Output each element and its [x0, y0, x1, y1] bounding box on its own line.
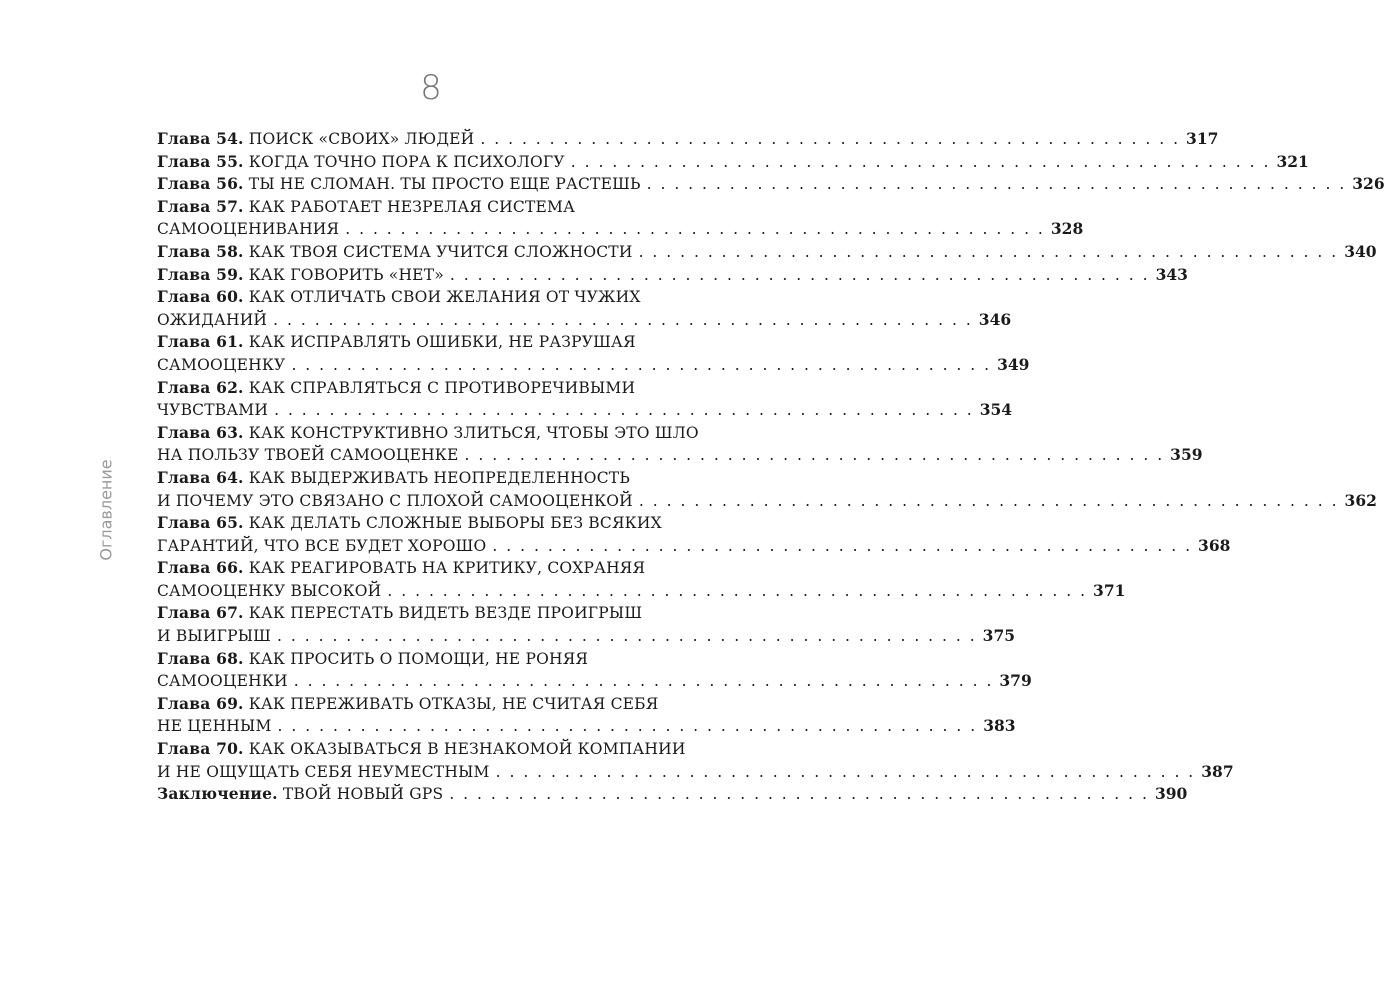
toc-chapter-label: Глава 63.	[157, 422, 244, 442]
toc-entry-line	[157, 557, 705, 580]
toc-entry-title	[157, 580, 381, 603]
toc-dot-leader: . . . . . . . . . . . . . . . . . . . . . . . . . . . . . . . . . . . . . . . . . . . . . . . . . . .	[449, 785, 1149, 804]
toc-page-number: 328	[1050, 219, 1084, 239]
toc-chapter-title-text: САМООЦЕНКУ	[157, 355, 286, 374]
toc-entry	[157, 286, 1012, 331]
toc-entry-title	[157, 309, 267, 332]
section-side-label: Оглавление	[96, 459, 116, 561]
toc-dot-leader: . . . . . . . . . . . . . . . . . . . . . . . . . . . . . . . . . . . . . . . . . . . . . . . . . . .	[638, 242, 1339, 261]
toc-chapter-label: Глава 62.	[157, 377, 244, 397]
toc-entry-line	[157, 286, 705, 309]
toc-dot-leader: . . . . . . . . . . . . . . . . . . . . . . . . . . . . . . . . . . . . . . . . . . . . . . . . . . .	[277, 627, 977, 646]
toc-page-number: 321	[1276, 151, 1309, 171]
toc-entry-line	[157, 693, 705, 716]
toc-page-number: 383	[983, 716, 1016, 736]
toc-entry	[157, 783, 1188, 806]
toc-entry	[157, 602, 1016, 647]
toc-entry-title	[157, 128, 474, 151]
toc-chapter-title-text: КАК ПЕРЕСТАТЬ ВИДЕТЬ ВЕЗДЕ ПРОИГРЫШ	[248, 604, 643, 623]
toc-entry-title	[157, 354, 285, 377]
toc-chapter-title-text: НА ПОЛЬЗУ ТВОЕЙ САМООЦЕНКЕ	[157, 446, 459, 465]
toc-entry	[157, 738, 1234, 783]
toc-entry-title	[157, 715, 272, 738]
toc-page-number: 343	[1155, 264, 1188, 284]
toc-dot-leader: . . . . . . . . . . . . . . . . . . . . . . . . . . . . . . . . . . . . . . . . . . . . . . . . . . .	[293, 672, 994, 691]
toc-entry	[157, 151, 1309, 174]
toc-entry-title	[157, 557, 645, 580]
toc-chapter-label: Глава 57.	[157, 196, 244, 216]
toc-chapter-title-text: КАК ПЕРЕЖИВАТЬ ОТКАЗЫ, НЕ СЧИТАЯ СЕБЯ	[248, 694, 659, 713]
toc-entry-line	[157, 399, 1013, 422]
toc-entry-title	[157, 738, 686, 761]
toc-page-number: 375	[982, 626, 1016, 646]
toc-entry-title	[157, 761, 490, 784]
toc-entry-line	[157, 422, 705, 445]
toc-entry	[157, 512, 1231, 557]
toc-dot-leader: . . . . . . . . . . . . . . . . . . . . . . . . . . . . . . . . . . . . . . . . . . . . . . . . . . .	[387, 581, 1088, 600]
toc-chapter-label: Глава 66.	[157, 558, 244, 578]
toc-page-number: 340	[1344, 241, 1377, 261]
toc-chapter-title-text: САМООЦЕНИВАНИЯ	[157, 220, 340, 239]
toc-entry	[157, 196, 1084, 241]
toc-entry-line	[157, 354, 1030, 377]
toc-dot-leader: . . . . . . . . . . . . . . . . . . . . . . . . . . . . . . . . . . . . . . . . . . . . . . . . . . .	[480, 130, 1181, 148]
toc-chapter-label: Заключение.	[157, 784, 278, 804]
toc-entry	[157, 128, 1219, 151]
toc-entry-line	[157, 580, 1126, 603]
toc-page-number: 362	[1344, 490, 1377, 510]
toc-entry	[157, 264, 1188, 287]
toc-dot-leader: . . . . . . . . . . . . . . . . . . . . . . . . . . . . . . . . . . . . . . . . . . . . . . . . . . .	[345, 220, 1045, 239]
toc-entry-line	[157, 715, 1016, 738]
toc-page-number: 371	[1093, 580, 1126, 600]
toc-entry-title	[157, 331, 636, 354]
toc-entry	[157, 557, 1126, 602]
toc-entry-title	[157, 693, 658, 716]
toc-dot-leader: . . . . . . . . . . . . . . . . . . . . . . . . . . . . . . . . . . . . . . . . . . . . . . . . . . .	[646, 175, 1347, 194]
toc-entry-line	[157, 264, 1188, 287]
toc-chapter-title-text: КАК РЕАГИРОВАТЬ НА КРИТИКУ, СОХРАНЯЯ	[248, 559, 646, 578]
toc-page-number: 354	[979, 400, 1013, 420]
toc-page-number: 349	[997, 354, 1030, 374]
toc-entry-title	[157, 264, 444, 287]
toc-entry-title	[157, 422, 699, 445]
toc-page-number: 359	[1170, 445, 1203, 465]
toc-entry-line	[157, 467, 705, 490]
toc-chapter-title-text: И ПОЧЕМУ ЭТО СВЯЗАНО С ПЛОХОЙ САМООЦЕНКОЙ	[157, 491, 633, 510]
toc-entry-title	[157, 648, 588, 671]
toc-chapter-title-text: ЧУВСТВАМИ	[157, 401, 269, 420]
toc-chapter-title-text: И НЕ ОЩУЩАТЬ СЕБЯ НЕУМЕСТНЫМ	[157, 762, 490, 781]
toc-chapter-label: Глава 61.	[157, 332, 244, 352]
toc-dot-leader: . . . . . . . . . . . . . . . . . . . . . . . . . . . . . . . . . . . . . . . . . . . . . . . . . . .	[495, 762, 1196, 781]
toc-chapter-label: Глава 69.	[157, 693, 244, 713]
toc-chapter-title-text: КАК КОНСТРУКТИВНО ЗЛИТЬСЯ, ЧТОБЫ ЭТО ШЛО	[248, 423, 699, 442]
toc-dot-leader: . . . . . . . . . . . . . . . . . . . . . . . . . . . . . . . . . . . . . . . . . . . . . . . . . . .	[274, 401, 974, 420]
toc-entry	[157, 422, 1203, 467]
toc-chapter-title-text: ТЫ НЕ СЛОМАН. ТЫ ПРОСТО ЕЩЕ РАСТЕШЬ	[248, 175, 641, 194]
toc-chapter-title-text: НЕ ЦЕННЫМ	[157, 717, 272, 736]
toc-chapter-title-text: ПОИСК «СВОИХ» ЛЮДЕЙ	[248, 130, 475, 148]
toc-entry-title	[157, 602, 642, 625]
toc-entry-line	[157, 128, 1219, 151]
toc-dot-leader: . . . . . . . . . . . . . . . . . . . . . . . . . . . . . . . . . . . . . . . . . . . . . . . . . . .	[464, 446, 1165, 465]
toc-entry-line	[157, 738, 705, 761]
toc-page-number: 368	[1198, 535, 1231, 555]
toc-chapter-title-text: И ВЫИГРЫШ	[157, 627, 272, 646]
toc-dot-leader: . . . . . . . . . . . . . . . . . . . . . . . . . . . . . . . . . . . . . . . . . . . . . . . . . . .	[570, 152, 1271, 171]
toc-chapter-title-text: САМООЦЕНКИ	[157, 672, 288, 691]
toc-entry-title	[157, 399, 268, 422]
toc-entry-line	[157, 602, 705, 625]
toc-entry-line	[157, 490, 1377, 513]
toc-chapter-label: Глава 56.	[157, 174, 244, 194]
toc-chapter-title-text: КАК ОТЛИЧАТЬ СВОИ ЖЕЛАНИЯ ОТ ЧУЖИХ	[248, 288, 641, 307]
toc-entry-line	[157, 535, 1231, 558]
toc-chapter-title-text: КАК ОКАЗЫВАТЬСЯ В НЕЗНАКОМОЙ КОМПАНИИ	[248, 740, 686, 759]
toc-chapter-title-text: КАК ИСПРАВЛЯТЬ ОШИБКИ, НЕ РАЗРУШАЯ	[248, 333, 636, 352]
toc-chapter-title-text: КАК СПРАВЛЯТЬСЯ С ПРОТИВОРЕЧИВЫМИ	[248, 378, 636, 397]
toc-chapter-label: Глава 59.	[157, 264, 244, 284]
toc-entry	[157, 173, 1385, 196]
toc-entry-title	[157, 196, 575, 219]
toc-entry-line	[157, 241, 1377, 264]
toc-dot-leader: . . . . . . . . . . . . . . . . . . . . . . . . . . . . . . . . . . . . . . . . . . . . . . . . . . .	[277, 717, 978, 736]
toc-entry-title	[157, 241, 633, 264]
toc-entry-title	[157, 625, 271, 648]
toc-chapter-label: Глава 68.	[157, 648, 244, 668]
toc-chapter-title-text: КАК ДЕЛАТЬ СЛОЖНЫЕ ВЫБОРЫ БЕЗ ВСЯКИХ	[248, 514, 662, 533]
toc-entry-line	[157, 761, 1234, 784]
toc-chapter-label: Глава 67.	[157, 603, 244, 623]
page-number: 8	[420, 68, 442, 108]
toc-chapter-title-text: ГАРАНТИЙ, ЧТО ВСЕ БУДЕТ ХОРОШО	[157, 536, 487, 555]
toc-chapter-title-text: КАК ПРОСИТЬ О ПОМОЩИ, НЕ РОНЯЯ	[248, 649, 589, 668]
toc-chapter-title-text: ТВОЙ НОВЫЙ GPS	[282, 785, 444, 804]
toc-entry-title	[157, 218, 339, 241]
toc-entry-title	[157, 490, 633, 513]
toc-entry-title	[157, 467, 630, 490]
toc-entry-title	[157, 151, 565, 174]
toc-chapter-label: Глава 54.	[157, 129, 244, 148]
toc-entry	[157, 377, 1013, 422]
toc-entry	[157, 241, 1377, 264]
toc-page-number: 387	[1201, 761, 1234, 781]
toc-dot-leader: . . . . . . . . . . . . . . . . . . . . . . . . . . . . . . . . . . . . . . . . . . . . . . . . . . .	[291, 355, 992, 374]
toc-entry-title	[157, 783, 443, 806]
toc-entry-title	[157, 670, 288, 693]
toc-entry-title	[157, 535, 486, 558]
toc-chapter-title-text: КОГДА ТОЧНО ПОРА К ПСИХОЛОГУ	[248, 152, 565, 171]
toc-entry	[157, 467, 1377, 512]
toc-chapter-label: Глава 65.	[157, 513, 244, 533]
toc-entry-line	[157, 151, 1309, 174]
toc-entry-title	[157, 444, 459, 467]
toc-entry	[157, 648, 1032, 693]
toc-entry-line	[157, 331, 705, 354]
toc-entry	[157, 331, 1030, 376]
toc-entry-line	[157, 512, 705, 535]
table-of-contents	[157, 128, 1385, 806]
toc-chapter-label: Глава 58.	[157, 241, 244, 261]
toc-dot-leader: . . . . . . . . . . . . . . . . . . . . . . . . . . . . . . . . . . . . . . . . . . . . . . . . . . .	[273, 310, 973, 329]
toc-chapter-title-text: КАК ТВОЯ СИСТЕМА УЧИТСЯ СЛОЖНОСТИ	[248, 242, 633, 261]
toc-entry-line	[157, 173, 1385, 196]
toc-entry-line	[157, 648, 705, 671]
toc-dot-leader: . . . . . . . . . . . . . . . . . . . . . . . . . . . . . . . . . . . . . . . . . . . . . . . . . . .	[638, 491, 1339, 510]
toc-page-number: 317	[1186, 129, 1219, 148]
toc-chapter-title-text: ОЖИДАНИЙ	[157, 310, 268, 329]
toc-entry-line	[157, 196, 705, 219]
toc-entry-title	[157, 173, 641, 196]
toc-entry-line	[157, 783, 1188, 806]
toc-chapter-label: Глава 70.	[157, 739, 244, 759]
toc-entry-line	[157, 309, 1012, 332]
toc-chapter-title-text: КАК ВЫДЕРЖИВАТЬ НЕОПРЕДЕЛЕННОСТЬ	[248, 468, 630, 487]
toc-page-number: 346	[978, 309, 1012, 329]
toc-chapter-label: Глава 60.	[157, 287, 244, 307]
toc-dot-leader: . . . . . . . . . . . . . . . . . . . . . . . . . . . . . . . . . . . . . . . . . . . . . . . . . . .	[449, 265, 1150, 284]
toc-page-number: 379	[999, 671, 1032, 691]
toc-entry-line	[157, 444, 1203, 467]
toc-page-number: 390	[1154, 784, 1188, 804]
toc-entry-line	[157, 377, 705, 400]
toc-chapter-title-text: КАК РАБОТАЕТ НЕЗРЕЛАЯ СИСТЕМА	[248, 197, 576, 216]
toc-entry-title	[157, 377, 635, 400]
toc-dot-leader: . . . . . . . . . . . . . . . . . . . . . . . . . . . . . . . . . . . . . . . . . . . . . . . . . . .	[492, 536, 1193, 555]
toc-entry-line	[157, 625, 1016, 648]
toc-entry-title	[157, 512, 662, 535]
toc-entry	[157, 693, 1016, 738]
toc-entry-title	[157, 286, 641, 309]
toc-chapter-title-text: КАК ГОВОРИТЬ «НЕТ»	[248, 265, 444, 284]
toc-chapter-label: Глава 64.	[157, 467, 244, 487]
toc-chapter-title-text: САМООЦЕНКУ ВЫСОКОЙ	[157, 581, 382, 600]
toc-chapter-label: Глава 55.	[157, 151, 244, 171]
toc-entry-line	[157, 670, 1032, 693]
toc-entry-line	[157, 218, 1084, 241]
toc-page-number: 326	[1352, 174, 1385, 194]
